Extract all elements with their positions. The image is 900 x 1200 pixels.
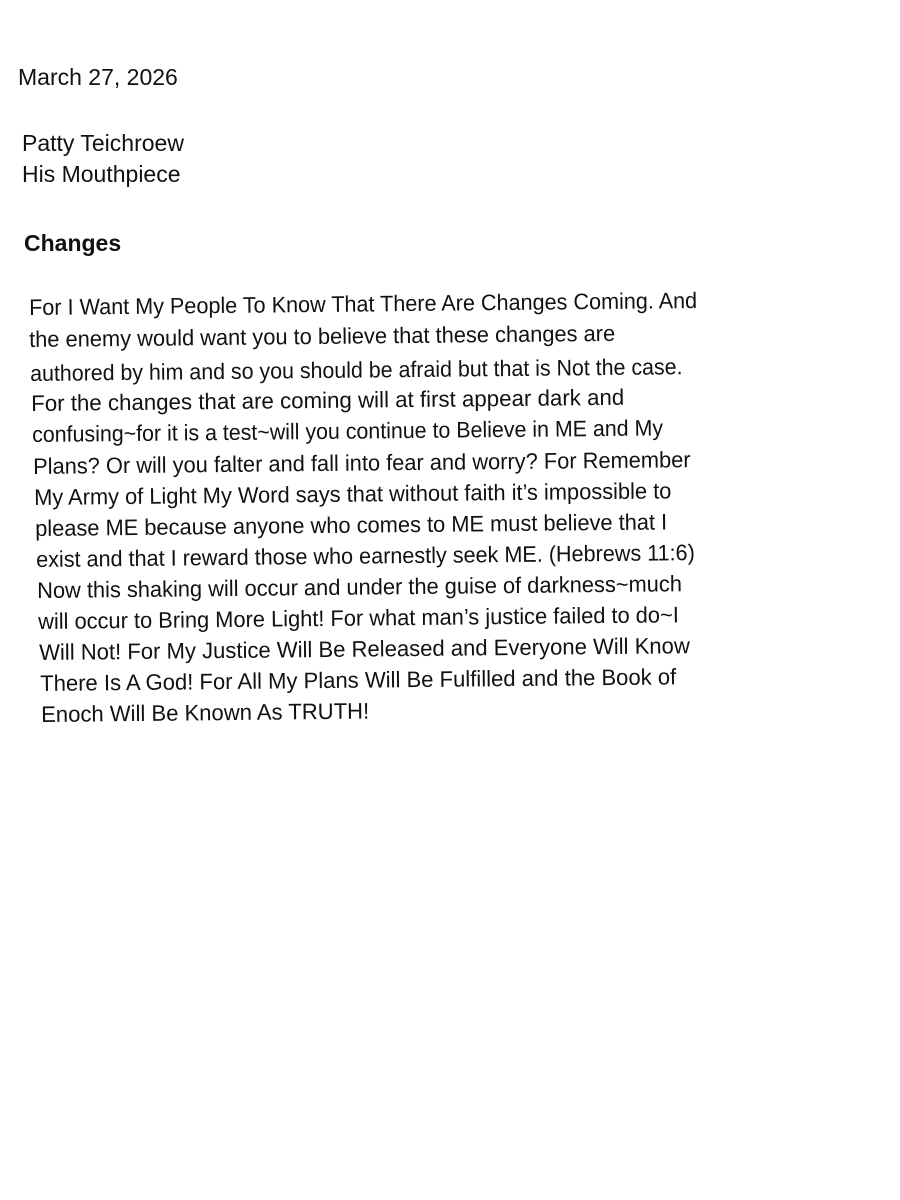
message-line: Now this shaking will occur and under the guise of darkness~much	[37, 571, 683, 603]
author-name: Patty Teichroew	[22, 130, 184, 156]
message-line: please ME because anyone who comes to ME must believe that I	[35, 509, 668, 541]
message-line: For the changes that are coming will at first appear dark and	[31, 384, 625, 416]
author-role: His Mouthpiece	[22, 161, 181, 187]
message-line: There Is A God! For All My Plans Will Be Fulfilled and the Book of	[40, 664, 677, 696]
message-line: Will Not! For My Justice Will Be Released and Everyone Will Know	[39, 633, 690, 665]
message-line: exist and that I reward those who earnestly seek ME. (Hebrews 11:6)	[36, 540, 695, 572]
document-date: March 27, 2026	[18, 64, 178, 90]
message-line: For I Want My People To Know That There Are Changes Coming. And	[29, 288, 698, 320]
document-title: Changes	[24, 230, 122, 256]
message-line: confusing~for it is a test~will you continue to Believe in ME and My	[32, 415, 664, 447]
message-line: will occur to Bring More Light! For what man’s justice failed to do~I	[38, 602, 679, 634]
message-line: Enoch Will Be Known As TRUTH!	[41, 698, 370, 727]
message-line: the enemy would want you to believe that these changes are	[29, 320, 616, 352]
message-line: authored by him and so you should be afraid but that is Not the case.	[30, 354, 683, 386]
message-line: Plans? Or will you falter and fall into fear and worry? For Remember	[33, 447, 691, 479]
message-line: My Army of Light My Word says that without faith it’s impossible to	[34, 478, 672, 510]
